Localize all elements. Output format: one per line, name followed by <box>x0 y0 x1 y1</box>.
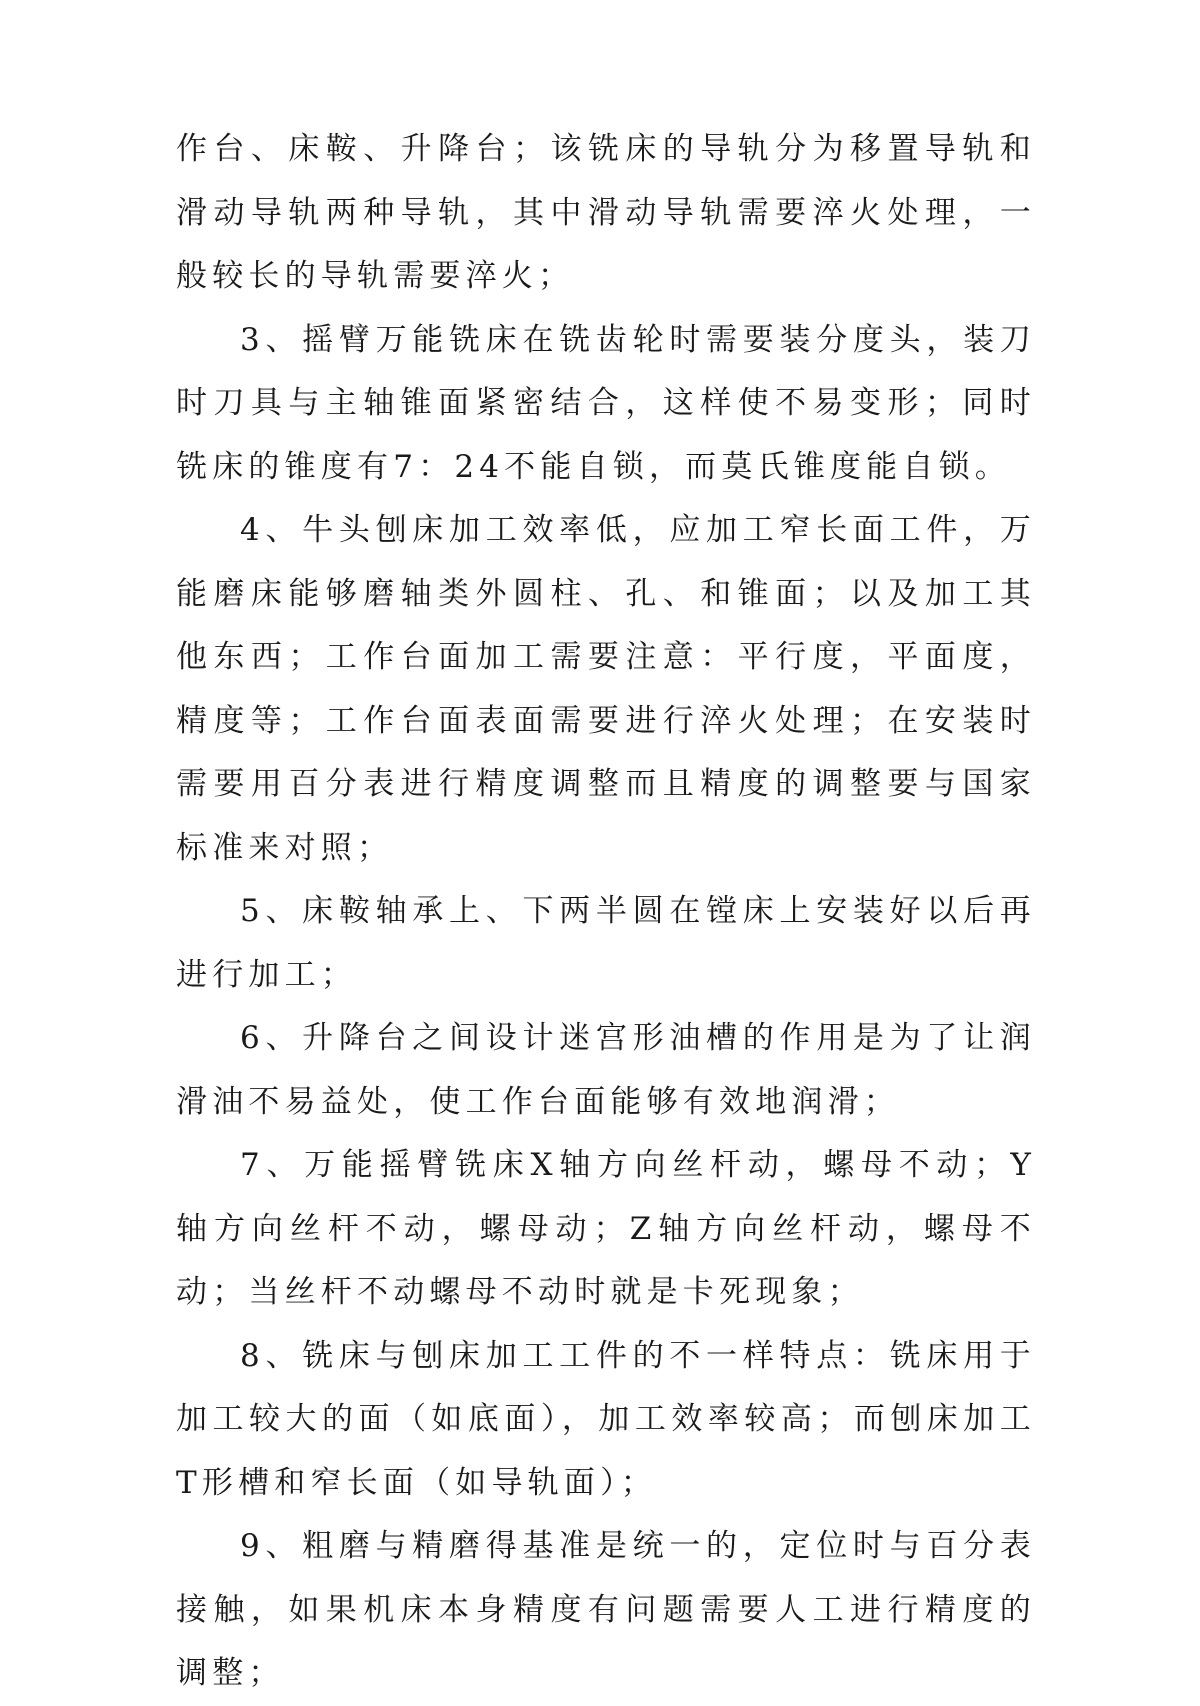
paragraph-item-4: 4、牛头刨床加工效率低，应加工窄长面工件，万能磨床能够磨轴类外圆柱、孔、和锥面；以及加工其他东西；工作台面加工需要注意：平行度，平面度，精度等；工作台面表面需要进行淬火处理；在安装时需要用百分表进行精度调整而且精度的调整要与国家标准来对照； <box>176 512 1036 866</box>
document-body <box>176 118 1036 1706</box>
paragraph-item-5: 5、床鞍轴承上、下两半圆在镗床上安装好以后再进行加工； <box>176 893 1036 993</box>
paragraph-item-8: 8、铣床与刨床加工工件的不一样特点：铣床用于加工较大的面（如底面），加工效率较高；而刨床加工T形槽和窄长面（如导轨面）； <box>176 1337 1036 1501</box>
paragraph-item-3: 3、摇臂万能铣床在铣齿轮时需要装分度头，装刀时刀具与主轴锥面紧密结合，这样使不易变形；同时铣床的锥度有7：24不能自锁，而莫氏锥度能自锁。 <box>176 321 1036 485</box>
paragraph-item-6: 6、升降台之间设计迷宫形油槽的作用是为了让润滑油不易益处，使工作台面能够有效地润滑； <box>176 1020 1036 1120</box>
paragraph-continued: 作台、床鞍、升降台；该铣床的导轨分为移置导轨和滑动导轨两种导轨，其中滑动导轨需要淬火处理，一般较长的导轨需要淬火； <box>176 131 1036 294</box>
paragraph-item-7: 7、万能摇臂铣床X轴方向丝杆动，螺母不动；Y轴方向丝杆不动，螺母动；Z轴方向丝杆动，螺母不动；当丝杆不动螺母不动时就是卡死现象； <box>176 1147 1036 1310</box>
paragraph-item-9: 9、粗磨与精磨得基准是统一的，定位时与百分表接触，如果机床本身精度有问题需要人工进行精度的调整； <box>176 1528 1036 1691</box>
